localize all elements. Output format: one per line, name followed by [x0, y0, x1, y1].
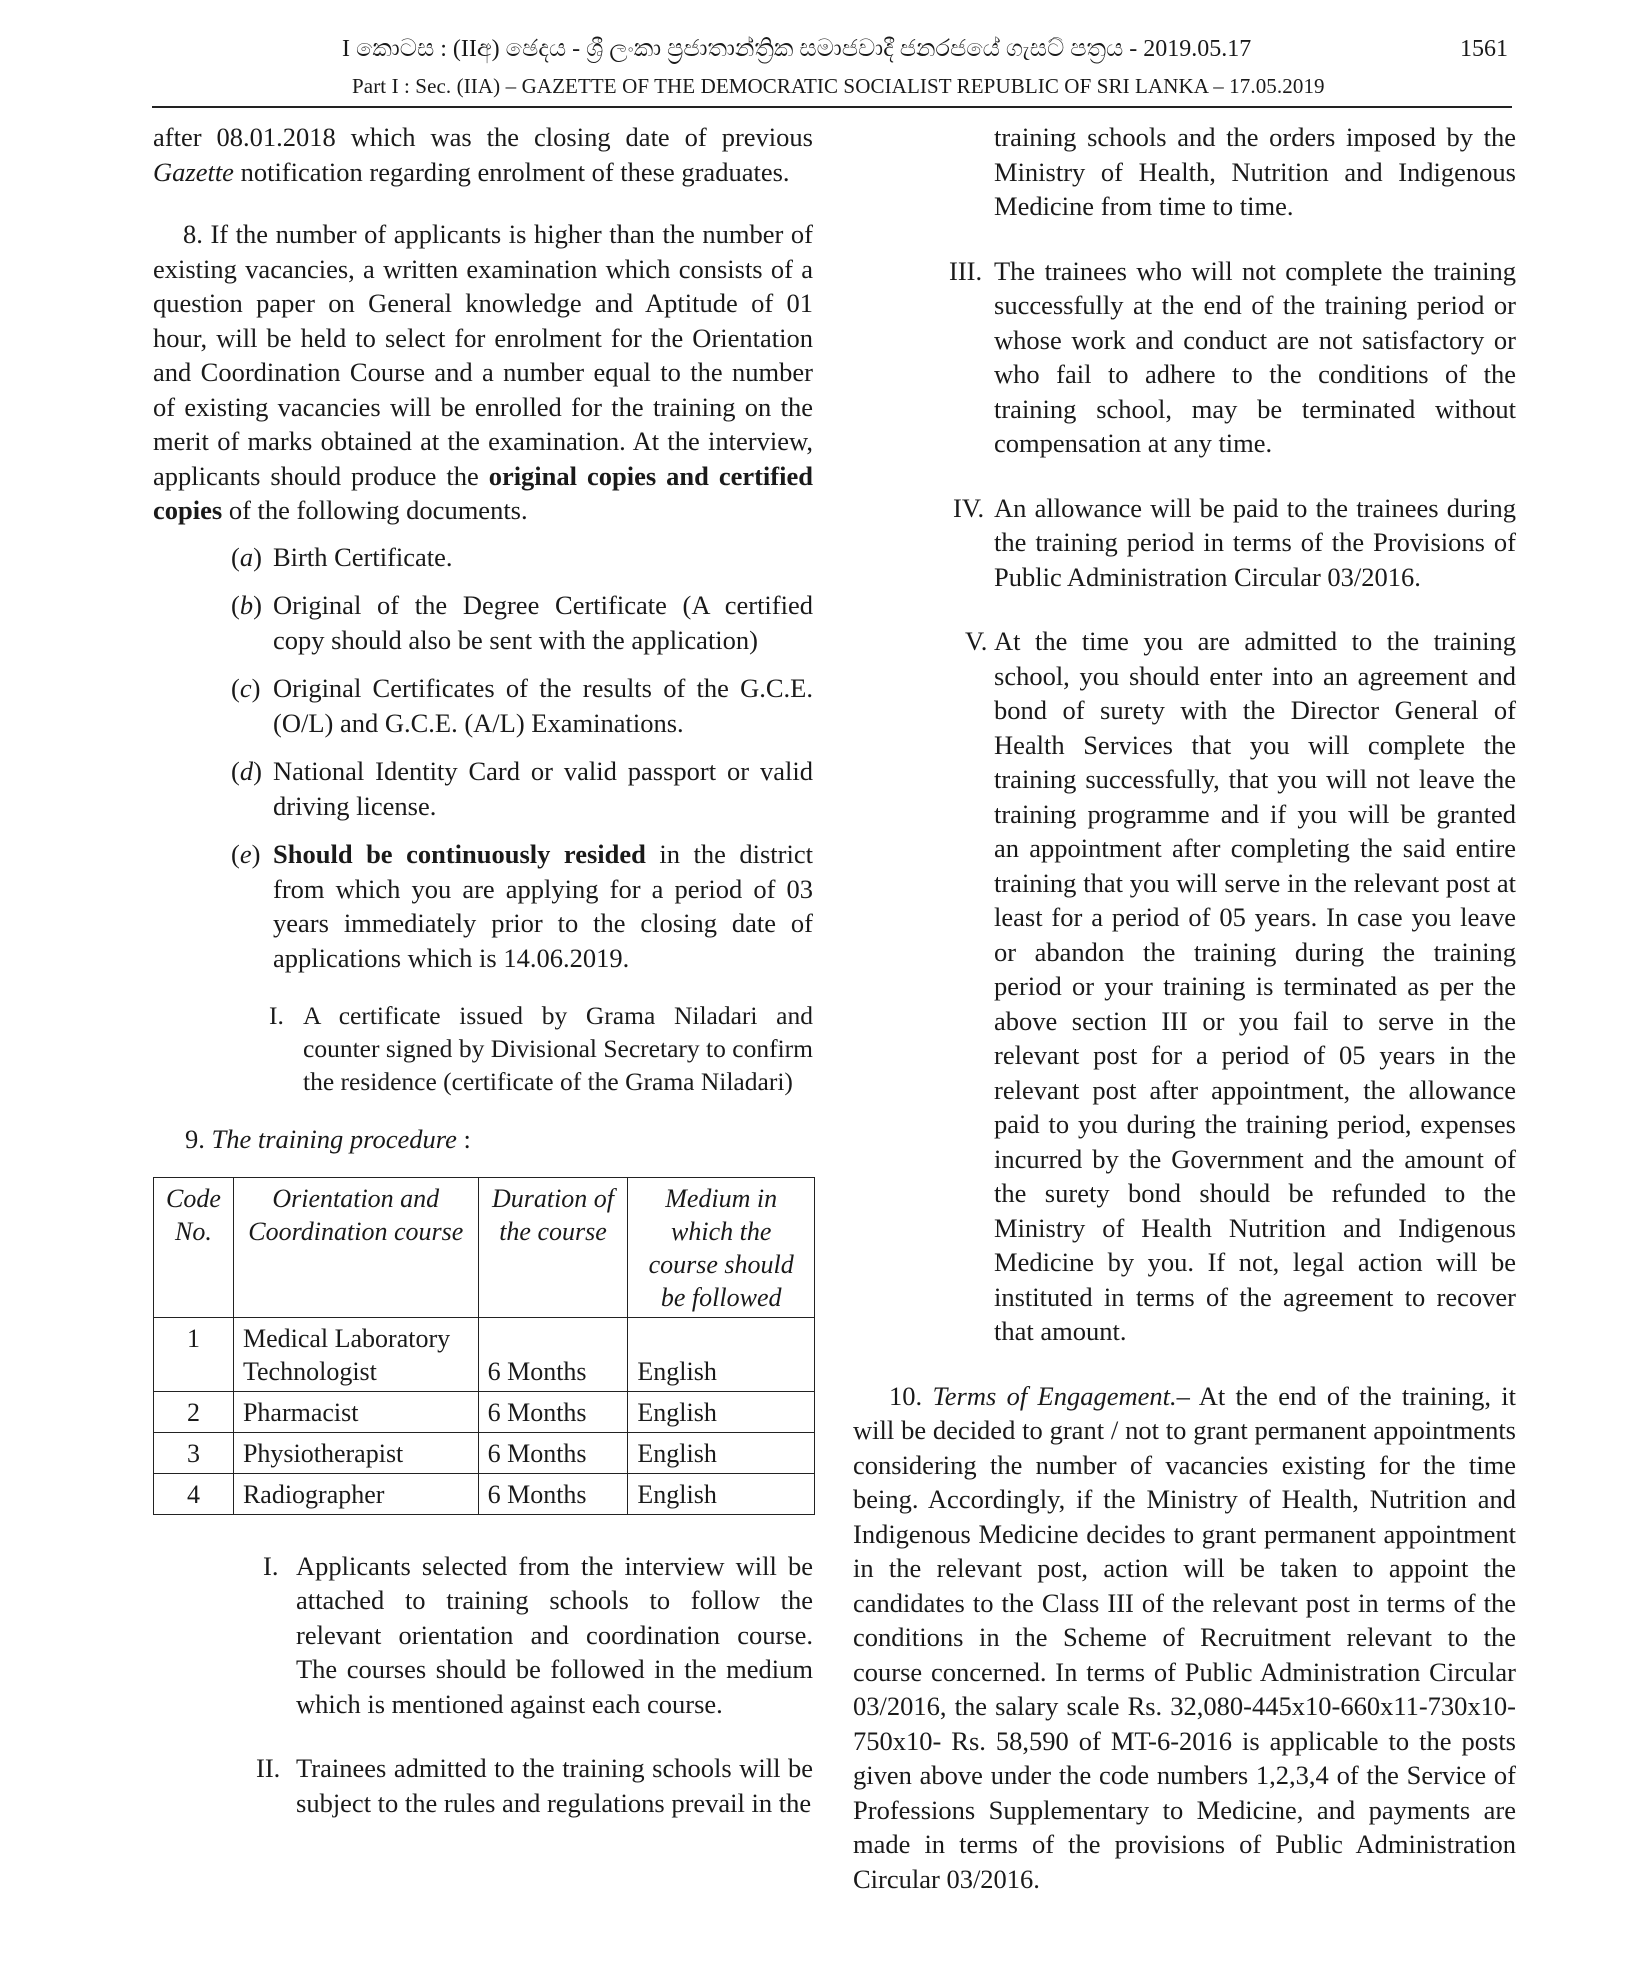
header-code: Code No.	[154, 1177, 234, 1317]
list-item-text: Original of the Degree Certificate (A certified copy should also be sent with the application)	[273, 590, 813, 655]
cell-medium: English	[628, 1473, 815, 1514]
list-item-text: Trainees admitted to the training schools will be subject to the rules and regulations prevail in the	[296, 1753, 813, 1818]
italic-text: Gazette	[153, 156, 234, 187]
list-item-text: At the time you are admitted to the training school, you should enter into an agreement and bond of surety with the Director General of Health Services that you will complete the training successfully, that you will not leave the training programme and if you will be granted an appointment after completing the said entire training that you will serve in the relevant post at least for a period of 05 years. In case you leave or abandon the training during the training period or your training is terminated as per the above section III or you fail to serve in the relevant post for a period of 05 years in the relevant post after appointment, the allowance paid to you during the training period, expenses incurred by the Government and the amount of the surety bond should be refunded to the Ministry of Health Nutrition and Indigenous Medicine by you. If not, legal action will be instituted in terms of the agreement to recover that amount.	[994, 626, 1516, 1346]
procedure-item-II	[153, 1751, 813, 1820]
cell-medium: English	[628, 1317, 815, 1391]
cell-duration: 6 Months	[478, 1391, 628, 1432]
cell-course: Physiotherapist	[233, 1432, 478, 1473]
text-run: 8. If the number of applicants is higher than the number of existing vacancies, a written examination which consists of a question paper on General knowledge and Aptitude of 01 hour, will be held to select for enrolment for the Orientation and Coordination Course and a number equal to the number of existing vacancies will be enrolled for the training on the merit of marks obtained at the examination. At the interview, applicants should produce the	[153, 219, 813, 491]
paragraph-8	[153, 217, 813, 528]
list-marker: e	[239, 839, 252, 869]
table-row	[154, 1473, 815, 1514]
table-header-row	[154, 1177, 815, 1317]
list-marker: III.	[949, 255, 983, 286]
cell-code: 1	[154, 1317, 234, 1391]
text-run: of the following documents.	[222, 495, 528, 525]
text-run: notification regarding enrolment of these graduates.	[233, 156, 790, 187]
list-item-text: The trainees who will not complete the training successfully at the end of the training period or whose work and conduct are not satisfactory or who fail to adhere to the conditions of the training school, may be terminated without compensation at any time.	[994, 255, 1516, 458]
list-item: (e) Should be continuously resided in the district from which you are applying for a period of 03 years immediately prior to the closing date of applications which is 14.06.2019.	[231, 839, 813, 973]
header-english-title: Part I : Sec. (IIA) – GAZETTE OF THE DEMOCRATIC SOCIALIST REPUBLIC OF SRI LANKA – 17.05.2019	[352, 74, 1325, 98]
list-marker: b	[239, 590, 254, 620]
list-item-text: A certificate issued by Grama Niladari and counter signed by Divisional Secretary to confirm the residence (certificate of the Grama Niladari)	[303, 1001, 813, 1096]
procedure-item-IV	[853, 491, 1516, 595]
list-item: (d) National Identity Card or valid passport or valid driving license.	[231, 756, 813, 821]
list-marker: IV.	[953, 492, 985, 523]
list-item-text: An allowance will be paid to the trainees during the training period in terms of the Provisions of Public Administration Circular 03/2016.	[994, 492, 1516, 592]
cell-duration: 6 Months	[478, 1317, 628, 1391]
paragraph-9-heading	[153, 1122, 813, 1157]
list-item-text: Birth Certificate.	[273, 541, 453, 572]
continuation-paragraph: training schools and the orders imposed by the Ministry of Health, Nutrition and Indigenous Medicine from time to time.	[994, 122, 1516, 221]
cell-code: 3	[154, 1432, 234, 1473]
text-run: – At the end of the training, it will be decided to grant / not to grant permanent appointments considering the number of vacancies existing for the time being. Accordingly, if the Ministry of Health, Nutrition and Indigenous Medicine decides to grant permanent appointment in the relevant post, action will be taken to appoint the candidates to the Class III of the relevant post in terms of the conditions in the Scheme of Recruitment relevant to the course concerned. In terms of Public Administration Circular 03/2016, the salary scale Rs. 32,080-445x10-660x11-730x10-750x10- Rs. 58,590 of MT-6-2016 is applicable to the posts given above under the code numbers 1,2,3,4 of the Service of Professions Supplementary to Medicine, and payments are made in terms of the provisions of Public Administration Circular 03/2016.	[853, 1380, 1517, 1894]
list-item: (a) Birth Certificate.	[231, 541, 453, 572]
continuation-paragraph	[153, 120, 813, 189]
list-marker: II.	[256, 1753, 281, 1783]
section-number: 9.	[185, 1124, 205, 1154]
paragraph-10	[853, 1379, 1516, 1897]
cell-medium: English	[628, 1391, 815, 1432]
page-number: 1561	[1460, 36, 1508, 62]
procedure-item-V	[853, 624, 1516, 1349]
training-table	[153, 1177, 815, 1515]
table-row	[154, 1317, 815, 1391]
cell-duration: 6 Months	[478, 1473, 628, 1514]
list-marker: d	[239, 756, 254, 786]
bold-text: Should be continuously resided	[273, 839, 646, 869]
procedure-item-I	[153, 1549, 813, 1722]
section-title: Terms of Engagement.	[932, 1380, 1177, 1411]
list-item-text: Original Certificates of the results of the G.C.E. (O/L) and G.C.E. (A/L) Examinations.	[273, 673, 813, 738]
bold-text: original copies and certified copies	[153, 460, 813, 525]
cell-course: Pharmacist	[233, 1391, 478, 1432]
procedure-item-III	[853, 254, 1516, 461]
list-marker: I.	[263, 1550, 279, 1581]
header-medium: Medium in which the course should be followed	[628, 1177, 815, 1317]
cell-course: Medical Laboratory Technologist	[233, 1317, 478, 1391]
table-row	[154, 1432, 815, 1473]
cell-code: 2	[154, 1391, 234, 1432]
list-marker: V.	[965, 626, 988, 656]
list-marker: c	[239, 673, 252, 703]
list-item: (b) Original of the Degree Certificate (A certified copy should also be sent with the application)	[231, 590, 813, 655]
sub-list-item	[153, 999, 813, 1098]
cell-medium: English	[628, 1432, 815, 1473]
document-list	[153, 540, 813, 1099]
list-marker: a	[239, 541, 254, 572]
section-number: 10.	[889, 1380, 923, 1411]
header-course: Orientation and Coordination course	[233, 1177, 478, 1317]
header-sinhala-title: I කොටස : (IIඅ) ඡෙදය - ශ්‍රී ලංකා ප්‍රජාතාන්ත්‍රික සමාජවාදී ජනරජයේ ගැසට් පත්‍රය - 2019.05.17	[342, 36, 1252, 62]
list-item-text: in the district from which you are applying for a period of 03 years immediately prior to the closing date of applications which is 14.06.2019.	[273, 839, 813, 973]
list-item-text: National Identity Card or valid passport or valid driving license.	[273, 756, 813, 821]
header-duration: Duration of the course	[478, 1177, 628, 1317]
text-run: :	[456, 1124, 471, 1154]
cell-duration: 6 Months	[478, 1432, 628, 1473]
table-row	[154, 1391, 815, 1432]
cell-course: Radiographer	[233, 1473, 478, 1514]
cell-code: 4	[154, 1473, 234, 1514]
list-item: (c) Original Certificates of the results of the G.C.E. (O/L) and G.C.E. (A/L) Examinations.	[231, 673, 813, 738]
list-marker: I.	[269, 1001, 284, 1030]
section-title: The training procedure	[211, 1124, 457, 1154]
header-divider	[152, 106, 1512, 108]
list-item-text: Applicants selected from the interview will be attached to training schools to follow the relevant orientation and coordination course. The courses should be followed in the medium which is mentioned against each course.	[296, 1550, 813, 1719]
text-run: after 08.01.2018 which was the closing date of previous	[153, 122, 813, 152]
right-column	[853, 120, 1516, 1896]
left-column	[153, 120, 813, 1820]
